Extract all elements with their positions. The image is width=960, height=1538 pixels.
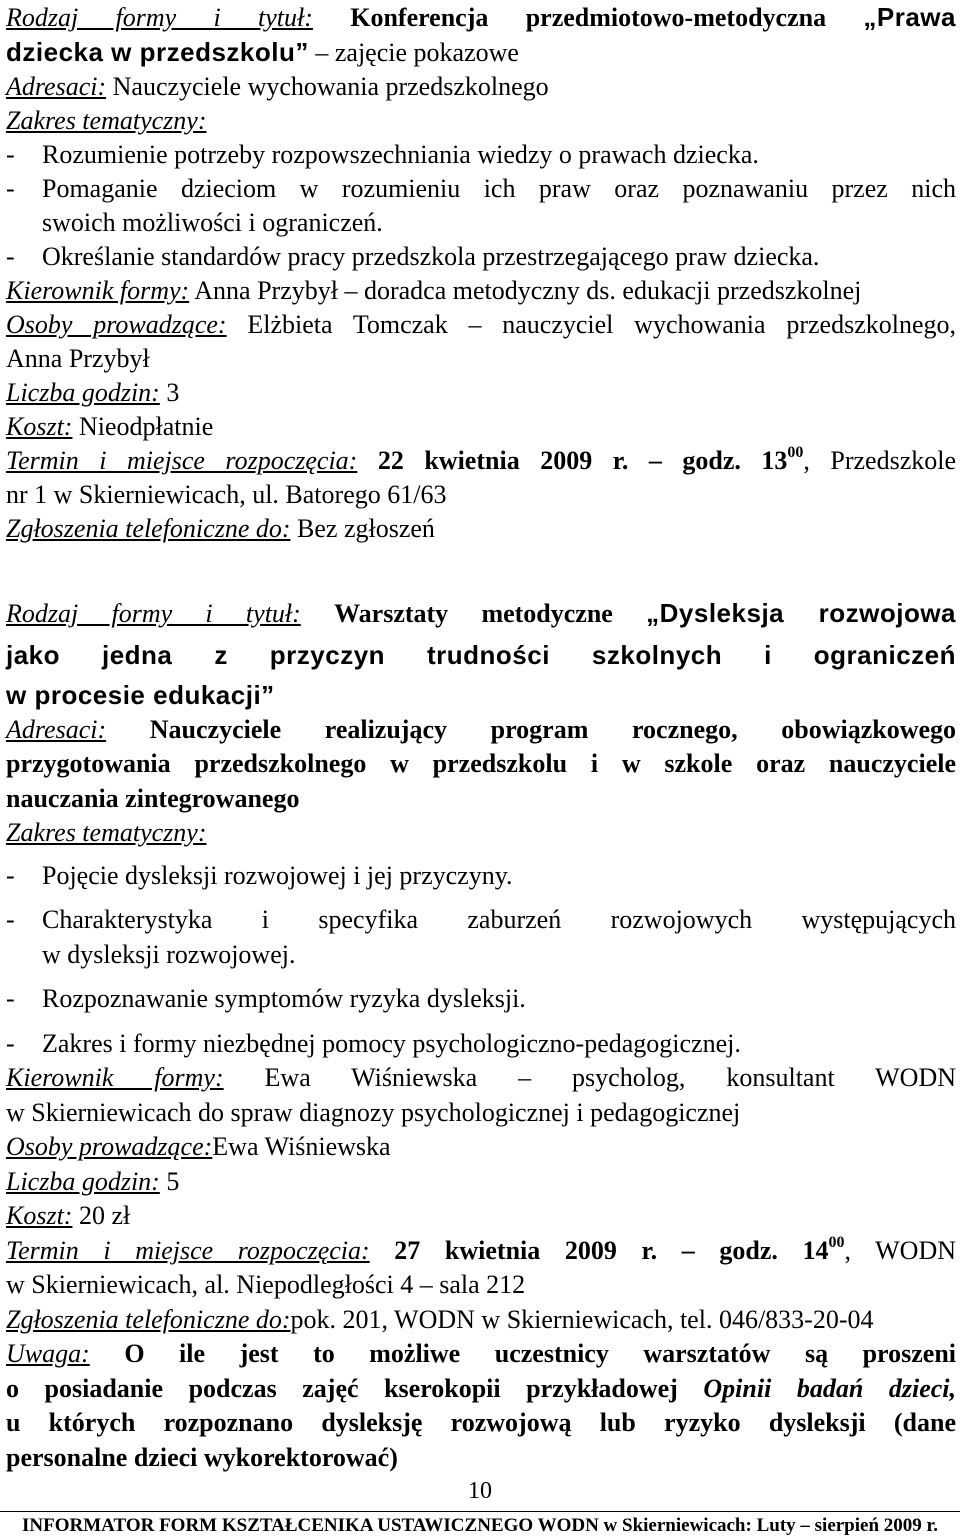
kierownik-value: Anna Przybył – doradca metodyczny ds. edukacji przedszkolnej [194,276,862,305]
uwaga-text-italic: Opinii badań dzieci, [703,1373,956,1403]
title-suffix: – zajęcie pokazowe [315,38,519,67]
termin-time-sup: 00 [828,1233,845,1251]
list-item-text: Zakres i formy niezbędnej pomocy psychologiczno-pedagogicznej. [42,1028,741,1058]
kierownik-value: Ewa Wiśniewska – psycholog, konsultant WODN [264,1063,956,1092]
zgloszenia-line [6,1303,956,1338]
termin-line [6,1234,956,1269]
uwaga-line [6,1337,956,1372]
label-zakres: Zakres tematyczny: [6,106,207,135]
document-page [6,0,956,1475]
adresaci-line [6,70,956,104]
label-title: Rodzaj formy i tytuł: [6,599,301,628]
list-item-cont: w dysleksji rozwojowej. [42,939,296,969]
termin-place-cont: nr 1 w Skierniewicach, ul. Batorego 61/63 [6,480,447,509]
koszt-line [6,1199,956,1234]
list-item-text: Rozpoznawanie symptomów ryzyka dysleksji. [42,984,526,1013]
list-item-text: Pojęcie dysleksji rozwojowej i jej przyczyny. [42,860,513,890]
termin-date: 22 kwietnia 2009 r. – godz. 13 [377,446,788,475]
kierownik-value-cont: w Skierniewicach do spraw diagnozy psychologicznej i pedagogicznej [6,1097,741,1127]
section-workshop [6,596,956,1475]
label-kierownik: Kierownik formy: [6,276,190,305]
list-item: - Charakterystyka i specyfika zaburzeń rozwojowych występujących [6,905,956,934]
section-gap [6,546,956,596]
godziny-value: 3 [166,378,180,407]
title-line [6,596,956,632]
label-kierownik: Kierownik formy: [6,1063,224,1092]
adresaci-value: Nauczyciele wychowania przedszkolnego [112,72,549,101]
footer-divider [0,1511,960,1512]
title-main-cont: jako jedna z przyczyn trudności szkolnych i ograniczeń [6,639,956,670]
osoby-value: Ewa Wiśniewska [212,1132,391,1161]
termin-place-cont: w Skierniewicach, al. Niepodległości 4 – sala 212 [6,1270,526,1299]
title-main: „Prawa [863,2,956,32]
label-uwaga: Uwaga: [6,1339,90,1368]
list-item: - Pomaganie dzieciom w rozumieniu ich praw oraz poznawaniu przez nich [6,174,956,203]
list-item-text: Rozumienie potrzeby rozpowszechniania wiedzy o prawach dziecka. [42,140,759,169]
adresaci-value-end: nauczania zintegrowanego [6,783,300,813]
title-main-cont: dziecka w przedszkolu” [6,37,309,67]
label-osoby: Osoby prowadzące: [6,1132,213,1161]
title-prefix: Warsztaty metodyczne [334,599,613,628]
section-conference [6,0,956,546]
kierownik-line [6,1061,956,1096]
label-godziny: Liczba godzin: [6,378,160,407]
termin-date: 27 kwietnia 2009 r. – godz. 14 [394,1235,829,1265]
adresaci-line [6,713,956,748]
zgloszenia-line [6,512,956,546]
kierownik-line [6,274,956,308]
title-main-end: w procesie edukacji” [6,680,275,710]
osoby-value: Elżbieta Tomczak – nauczyciel wychowania przedszkolnego, [247,310,957,339]
termin-line [6,444,956,478]
label-adresaci: Adresaci: [6,72,107,101]
list-item-text: Charakterystyka i specyfika zaburzeń rozwojowych występujących [42,905,956,934]
uwaga-text-b: o posiadanie podczas zajęć kserokopii przykładowej [6,1373,678,1403]
koszt-value: 20 zł [78,1201,131,1230]
zgloszenia-value: pok. 201, WODN w Skierniewicach, tel. 046/833-20-04 [290,1304,874,1334]
list-item: - Pojęcie dysleksji rozwojowej i jej przyczyny. [6,860,513,890]
zgloszenia-value: Bez zgłoszeń [297,514,435,543]
label-title: Rodzaj formy i tytuł: [6,3,313,32]
label-termin: Termin i miejsce rozpoczęcia: [6,1235,370,1265]
label-zakres: Zakres tematyczny: [6,818,207,847]
title-prefix: Konferencja przedmiotowo-metodyczna [350,3,827,32]
godziny-line [6,376,956,410]
godziny-line [6,1165,956,1200]
termin-value [378,446,956,475]
list-item-cont: swoich możliwości i ograniczeń. [42,208,383,237]
osoby-line [6,308,956,342]
label-osoby: Osoby prowadzące: [6,310,227,339]
uwaga-text-cont [6,1372,956,1407]
koszt-value: Nieodpłatnie [78,412,214,441]
list-item: - Rozpoznawanie symptomów ryzyka dysleksji. [6,984,526,1013]
page-number: 10 [468,1478,492,1504]
title-line-2 [6,35,956,70]
uwaga-text: O ile jest to możliwe uczestnicy warsztatów są proszeni [124,1339,957,1368]
label-koszt: Koszt: [6,1201,73,1230]
title-line [6,0,956,35]
label-godziny: Liczba godzin: [6,1166,160,1196]
label-zgloszenia: Zgłoszenia telefoniczne do: [6,514,291,543]
list-item: - Określanie standardów pracy przedszkola przestrzegającego praw dziecka. [6,242,820,271]
label-adresaci: Adresaci: [6,714,107,744]
footer-text: INFORMATOR FORM KSZTAŁCENIKA USTAWICZNEGO WODN w Skierniewicach: Luty – sierpień 2009 r. [22,1515,938,1536]
osoby-value-cont: Anna Przybył [6,344,150,373]
koszt-line [6,410,956,444]
label-koszt: Koszt: [6,412,73,441]
list-item: - Zakres i formy niezbędnej pomocy psychologiczno-pedagogicznej. [6,1028,741,1058]
title-main: „Dysleksja rozwojowa [646,598,957,628]
termin-place: , Przedszkole [803,446,957,475]
label-zgloszenia: Zgłoszenia telefoniczne do: [6,1304,291,1334]
label-termin: Termin i miejsce rozpoczęcia: [6,446,358,475]
uwaga-text-c: u których rozpoznano dysleksję rozwojową lub ryzyko dysleksji (dane [6,1408,956,1437]
termin-time-sup: 00 [787,444,804,461]
termin-value [394,1233,957,1265]
adresaci-value-cont: przygotowania przedszkolnego w przedszkolu i w szkole oraz nauczyciele [6,749,956,778]
osoby-line [6,1130,956,1165]
adresaci-value: Nauczyciele realizujący program rocznego, obowiązkowego [149,714,957,744]
godziny-value: 5 [166,1166,180,1196]
termin-place: , WODN [844,1235,957,1265]
list-item-text: Określanie standardów pracy przedszkola przestrzegającego praw dziecka. [42,242,820,271]
list-item-text: Pomaganie dzieciom w rozumieniu ich praw oraz poznawaniu przez nich [42,174,956,203]
uwaga-text-d: personalne dzieci wykorektorować) [6,1442,398,1472]
list-item: - Rozumienie potrzeby rozpowszechniania wiedzy o prawach dziecka. [6,140,759,169]
